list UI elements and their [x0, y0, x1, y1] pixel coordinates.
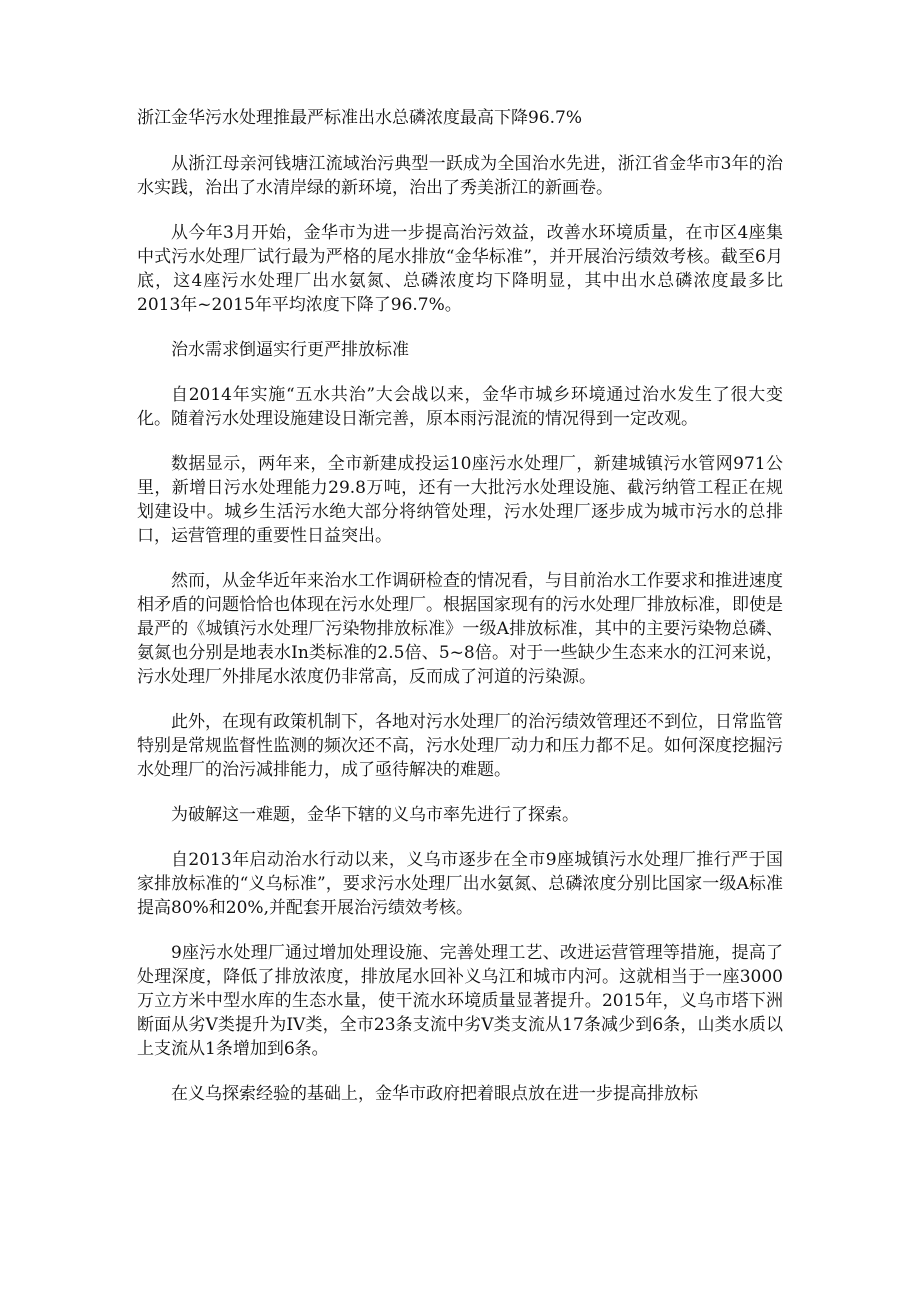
paragraph-yiwu-results: 9座污水处理厂通过增加处理设施、完善处理工艺、改进运营管理等措施，提高了处理深度，降低了排放浓度，排放尾水回补义乌江和城市内河。这就相当于一座3000万立方米中型水库的生态水量，使干流水环境质量显著提升。2015年，义乌市塔下洲断面从劣V类提升为IV类，全市23条支流中劣V类支流从17条减少到6条，山类水质以上支流从1条增加到6条。	[137, 943, 783, 1059]
document-page	[137, 106, 783, 1127]
paragraph-yiwu-standard: 自2013年启动治水行动以来，义乌市逐步在全市9座城镇污水处理厂推行严于国家排放标准的“义乌标准”，要求污水处理厂出水氨氮、总磷浓度分别比国家一级A标准提高80%和20%,并配套开展治污绩效考核。	[137, 850, 783, 918]
article-title: 浙江金华污水处理推最严标准出水总磷浓度最高下降96.7%	[137, 108, 583, 128]
paragraph-intro: 从浙江母亲河钱塘江流域治污典型一跃成为全国治水先进，浙江省金华市3年的治水实践，治出了水清岸绿的新环境，治出了秀美浙江的新画卷。	[137, 154, 783, 198]
paragraph-data: 数据显示，两年来，全市新建成投运10座污水处理厂，新建城镇污水管网971公里，新增日污水处理能力29.8万吨，还有一大批污水处理设施、截污纳管工程正在规划建设中。城乡生活污水绝大部分将纳管处理，污水处理厂逐步成为城市污水的总排口，运营管理的重要性日益突出。	[137, 454, 783, 546]
paragraph-background: 自2014年实施“五水共治”大会战以来，金华市城乡环境通过治水发生了很大变化。随着污水处理设施建设日渐完善，原本雨污混流的情况得到一定改观。	[137, 385, 783, 429]
section-heading: 治水需求倒逼实行更严排放标准	[171, 340, 409, 360]
paragraph-results: 从今年3月开始，金华市为进一步提高治污效益，改善水环境质量，在市区4座集中式污水处理厂试行最为严格的尾水排放“金华标准”，并开展治污绩效考核。截至6月底，这4座污水处理厂出水氨氮、总磷浓度均下降明显，其中出水总磷浓度最多比2013年~2015年平均浓度下降了96.7%。	[137, 223, 783, 315]
paragraph-management: 此外，在现有政策机制下，各地对污水处理厂的治污绩效管理还不到位，日常监管特别是常规监督性监测的频次还不高，污水处理厂动力和压力都不足。如何深度挖掘污水处理厂的治污减排能力，成了亟待解决的难题。	[137, 712, 783, 780]
paragraph-conclusion: 在义乌探索经验的基础上，金华市政府把着眼点放在进一步提高排放标	[171, 1084, 698, 1104]
paragraph-problem: 然而，从金华近年来治水工作调研检查的情况看，与目前治水工作要求和推进速度相矛盾的问题恰恰也体现在污水处理厂。根据国家现有的污水处理厂排放标准，即使是最严的《城镇污水处理厂污染物排放标准》一级A排放标准，其中的主要污染物总磷、氨氮也分别是地表水In类标准的2.5倍、5~8倍。对于一些缺少生态来水的江河来说，污水处理厂外排尾水浓度仍非常高，反而成了河道的污染源。	[137, 571, 783, 687]
paragraph-yiwu-intro: 为破解这一难题，金华下辖的义乌市率先进行了探索。	[171, 805, 579, 825]
